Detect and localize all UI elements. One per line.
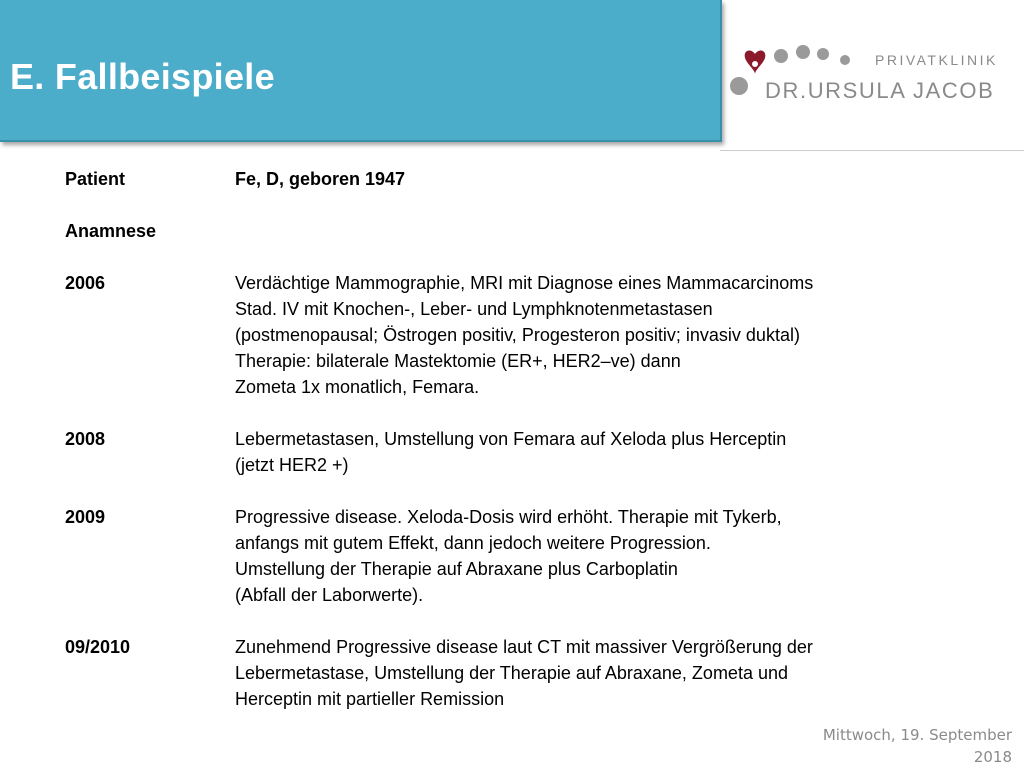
footer-date bbox=[752, 724, 1012, 768]
entry-line: Zometa 1x monatlich, Femara. bbox=[235, 377, 480, 397]
entry-2009 bbox=[65, 504, 965, 608]
entry-line: (postmenopausal; Östrogen positiv, Progesteron positiv; invasiv duktal) bbox=[235, 325, 800, 345]
patient-label: Patient bbox=[65, 169, 126, 189]
entry-line: (Abfall der Laborwerte). bbox=[235, 585, 424, 605]
footer-date-line2: 2018 bbox=[973, 748, 1012, 766]
patient-value: Fe, D, geboren 1947 bbox=[235, 169, 406, 189]
entry-line: (jetzt HER2 +) bbox=[235, 455, 349, 475]
title-banner bbox=[0, 0, 722, 142]
entry-09-2010 bbox=[65, 634, 965, 712]
anamnese-row bbox=[65, 218, 965, 244]
header-divider bbox=[720, 150, 1024, 151]
entry-line: Lebermetastase, Umstellung der Therapie auf Abraxane, Zometa und bbox=[235, 663, 788, 683]
slide-title: E. Fallbeispiele bbox=[10, 56, 275, 97]
patient-row bbox=[65, 166, 965, 192]
clinic-logo-top-text: PRIVATKLINIK bbox=[875, 52, 998, 68]
entry-line: Therapie: bilaterale Mastektomie (ER+, HER2–ve) dann bbox=[235, 351, 681, 371]
entry-line: Umstellung der Therapie auf Abraxane plus Carboplatin bbox=[235, 559, 678, 579]
footer-date-line1: Mittwoch, 19. September bbox=[822, 726, 1012, 744]
entry-line: Herceptin mit partieller Remission bbox=[235, 689, 505, 709]
clinic-logo-main-text: DR.URSULA JACOB bbox=[765, 78, 995, 103]
entry-line: Lebermetastasen, Umstellung von Femara auf Xeloda plus Herceptin bbox=[235, 429, 787, 449]
anamnese-label: Anamnese bbox=[65, 221, 157, 241]
clinic-logo bbox=[725, 40, 1015, 110]
entry-2008 bbox=[65, 426, 965, 478]
entry-year: 09/2010 bbox=[65, 637, 131, 657]
entry-year: 2006 bbox=[65, 273, 106, 293]
entry-line: Stad. IV mit Knochen-, Leber- und Lymphknotenmetastasen bbox=[235, 299, 713, 319]
entry-line: Progressive disease. Xeloda-Dosis wird erhöht. Therapie mit Tykerb, bbox=[235, 507, 782, 527]
entry-line: anfangs mit gutem Effekt, dann jedoch weitere Progression. bbox=[235, 533, 711, 553]
entry-year: 2008 bbox=[65, 429, 106, 449]
case-content bbox=[65, 166, 965, 712]
entry-line: Zunehmend Progressive disease laut CT mit massiver Vergrößerung der bbox=[235, 637, 813, 657]
entry-2006 bbox=[65, 270, 965, 400]
entry-year: 2009 bbox=[65, 507, 106, 527]
entry-line: Verdächtige Mammographie, MRI mit Diagnose eines Mammacarcinoms bbox=[235, 273, 814, 293]
